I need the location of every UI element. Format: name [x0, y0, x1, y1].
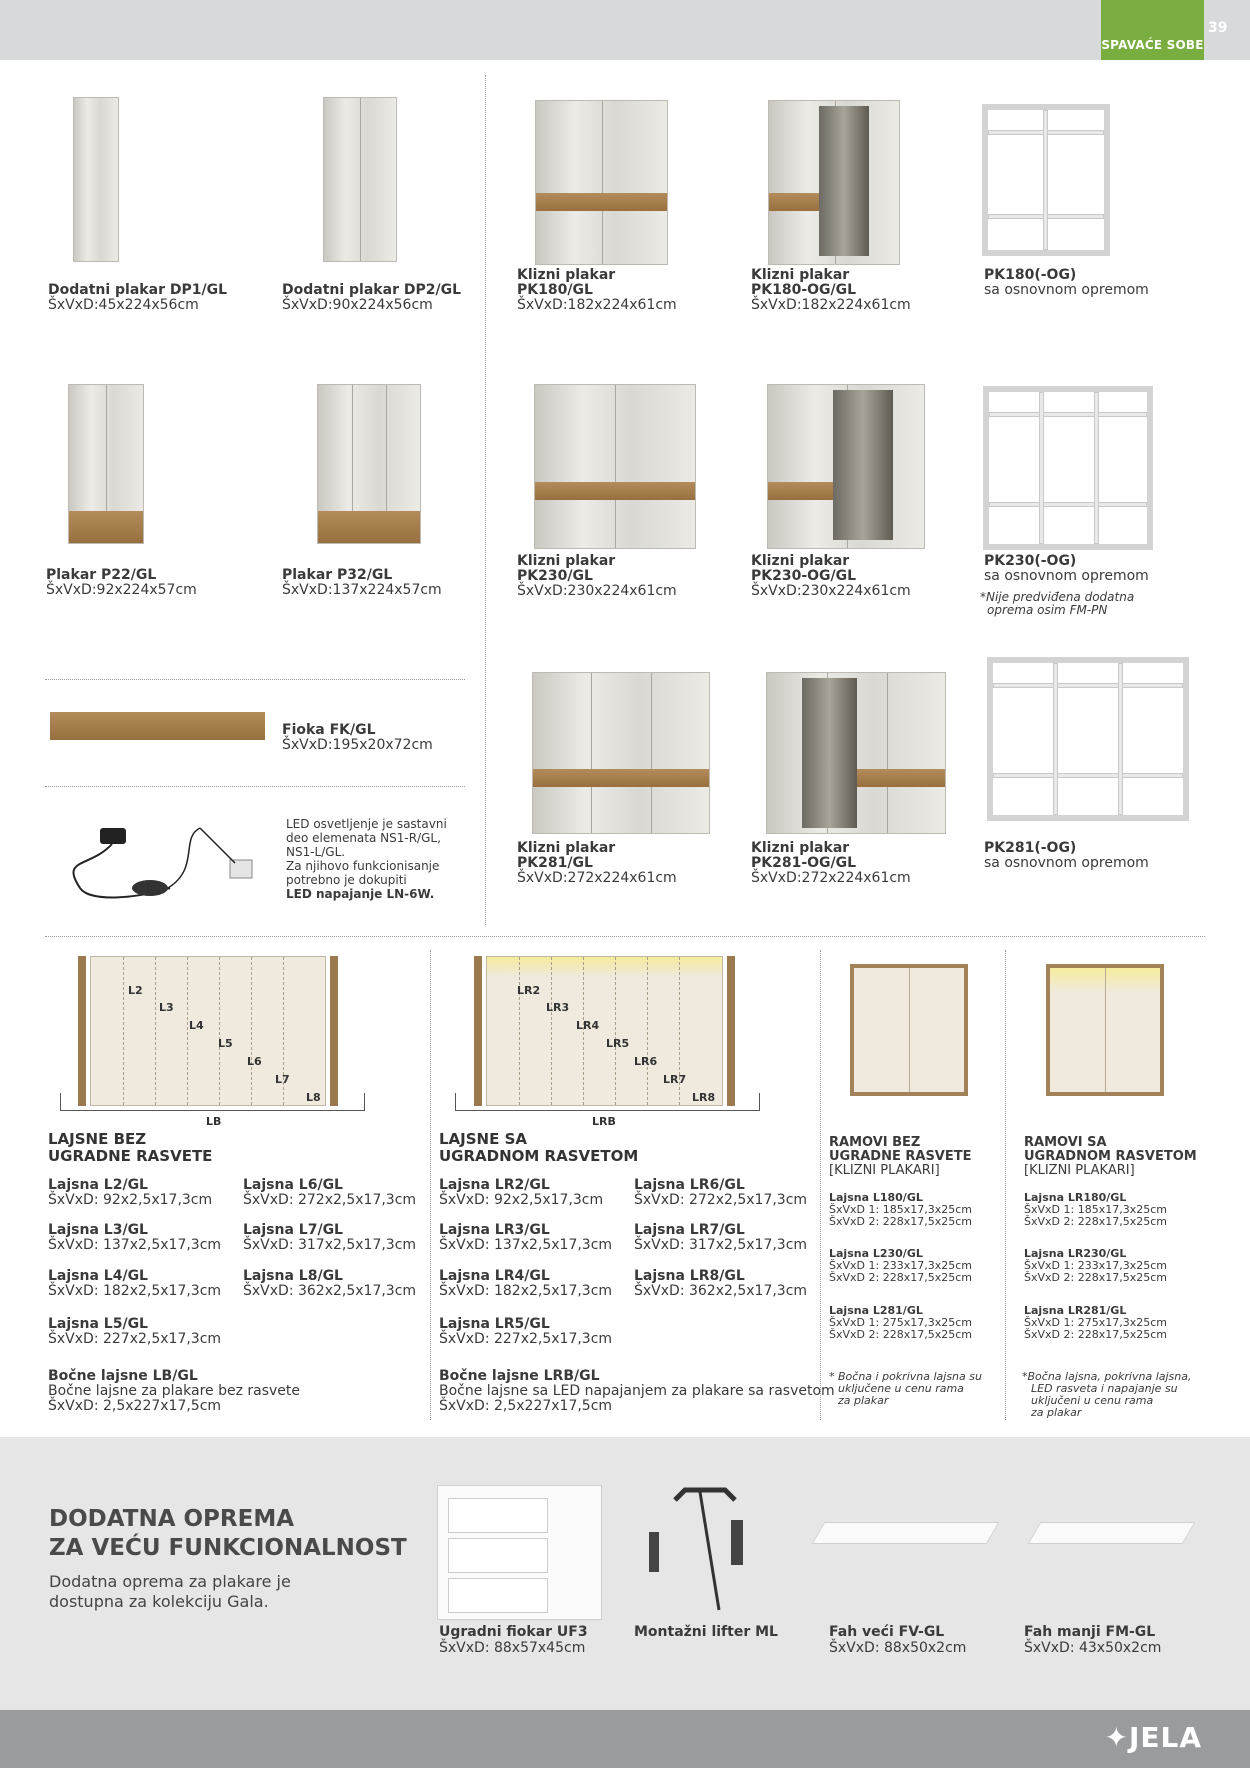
led-text: LED napajanje LN-6W. — [286, 887, 435, 901]
item-name: Lajsna L2/GL — [48, 1177, 148, 1193]
header-bar — [0, 0, 1250, 60]
side-panel — [330, 956, 338, 1106]
item-name: Lajsna L7/GL — [243, 1222, 343, 1238]
shelf-small-image — [1028, 1522, 1196, 1544]
accessories-text: Dodatna oprema za plakare je — [49, 1572, 291, 1591]
item-dims: ŠxVxD: 317x2,5x17,3cm — [634, 1237, 808, 1253]
section-heading: UGRADNE RASVETE — [48, 1147, 213, 1165]
drawer-unit-image — [437, 1485, 602, 1620]
item-name: Lajsna LR281/GL — [1024, 1304, 1127, 1317]
side-panel — [78, 956, 86, 1106]
product-code: PK180-OG/GL — [751, 282, 857, 298]
note: * Bočna i pokrivna lajsna su — [829, 1370, 982, 1383]
product-name: Dodatni plakar DP1/GL — [48, 282, 227, 298]
bracket-line — [455, 1093, 760, 1111]
item-dims: ŠxVxD 1: 233x17,3x25cm — [829, 1259, 972, 1272]
led-text: LED osvetljenje je sastavni — [286, 817, 447, 831]
item-dims: ŠxVxD: 362x2,5x17,3cm — [634, 1283, 808, 1299]
brand-logo: ✦JELA — [1104, 1721, 1202, 1754]
accessories-heading: DODATNA OPREMA — [49, 1506, 295, 1532]
item-dims: ŠxVxD: 43x50x2cm — [1024, 1640, 1162, 1656]
led-text: Za njihovo funkcionisanje — [286, 859, 440, 873]
wardrobe-dp2-image — [323, 97, 397, 262]
item-dims: ŠxVxD: 272x2,5x17,3cm — [243, 1192, 417, 1208]
product-name: PK230(-OG) — [984, 553, 1077, 569]
item-dims: ŠxVxD: 227x2,5x17,3cm — [48, 1331, 222, 1347]
led-text: NS1-L/GL. — [286, 845, 346, 859]
note: LED rasveta i napajanje su — [1031, 1382, 1178, 1395]
item-dims: ŠxVxD: 362x2,5x17,3cm — [243, 1283, 417, 1299]
item-name: Lajsna LR8/GL — [634, 1268, 745, 1284]
drawer-image — [50, 712, 265, 740]
product-note: *Nije predviđena dodatna — [980, 590, 1135, 604]
product-dims: ŠxVxD:45x224x56cm — [48, 297, 199, 313]
shelf-large-image — [812, 1522, 1000, 1544]
item-desc: Bočne lajsne sa LED napajanjem za plakare sa rasvetom — [439, 1383, 835, 1399]
led-text: potrebno je dokupiti — [286, 873, 407, 887]
item-dims: ŠxVxD: 272x2,5x17,3cm — [634, 1192, 808, 1208]
note: za plakar — [838, 1394, 889, 1407]
product-name: Klizni plakar — [517, 840, 616, 856]
item-name: Lajsna LR7/GL — [634, 1222, 745, 1238]
page-number: 39 — [1208, 20, 1228, 36]
strip-label: LR3 — [546, 1001, 570, 1014]
item-name: Lajsna LR5/GL — [439, 1316, 550, 1332]
brand-name: JELA — [1128, 1721, 1202, 1754]
frame-image — [850, 964, 968, 1096]
item-name: Lajsna L281/GL — [829, 1304, 923, 1317]
product-name: Klizni plakar — [751, 840, 850, 856]
strip-label: LR8 — [692, 1091, 716, 1104]
product-dims: ŠxVxD:230x224x61cm — [517, 583, 677, 599]
item-name: Lajsna L4/GL — [48, 1268, 148, 1284]
strip-label: LR4 — [576, 1019, 600, 1032]
strip-label: L2 — [128, 984, 143, 997]
wardrobe-p32-image — [317, 384, 421, 544]
bracket-line — [60, 1093, 365, 1111]
item-dims: ŠxVxD 2: 228x17,5x25cm — [1024, 1328, 1167, 1341]
divider — [820, 950, 821, 1420]
side-label: LRB — [592, 1115, 616, 1128]
product-desc: sa osnovnom opremom — [984, 568, 1149, 584]
item-name: Montažni lifter ML — [634, 1624, 778, 1640]
product-name: Plakar P22/GL — [46, 567, 157, 583]
item-name: Lajsna LR180/GL — [1024, 1191, 1127, 1204]
product-name: Klizni plakar — [517, 267, 616, 283]
strip-label: LR2 — [517, 984, 541, 997]
strip-label: L5 — [218, 1037, 233, 1050]
item-name: Fah veći FV-GL — [829, 1624, 945, 1640]
item-dims: ŠxVxD 1: 275x17,3x25cm — [1024, 1316, 1167, 1329]
product-dims: ŠxVxD:195x20x72cm — [282, 737, 433, 753]
strip-label: L4 — [189, 1019, 204, 1032]
product-name: Klizni plakar — [517, 553, 616, 569]
product-code: PK230-OG/GL — [751, 568, 857, 584]
item-name: Lajsna LR3/GL — [439, 1222, 550, 1238]
product-name: PK180(-OG) — [984, 267, 1077, 283]
item-name: Bočne lajsne LB/GL — [48, 1368, 198, 1384]
item-name: Lajsna LR6/GL — [634, 1177, 745, 1193]
section-heading: LAJSNE BEZ — [48, 1130, 147, 1148]
product-code: PK281-OG/GL — [751, 855, 857, 871]
product-desc: sa osnovnom opremom — [984, 855, 1149, 871]
interior-pk180-image — [982, 104, 1110, 256]
item-dims: ŠxVxD: 137x2,5x17,3cm — [439, 1237, 613, 1253]
product-dims: ŠxVxD:272x224x61cm — [517, 870, 677, 886]
wardrobe-pk230-image — [534, 384, 696, 549]
product-name: Plakar P32/GL — [282, 567, 393, 583]
item-dims: ŠxVxD: 182x2,5x17,3cm — [48, 1283, 222, 1299]
wardrobe-p22-image — [68, 384, 144, 544]
lifter-image — [645, 1480, 755, 1620]
strip-label: LR5 — [606, 1037, 630, 1050]
section-heading: RAMOVI SA — [1024, 1135, 1107, 1150]
product-dims: ŠxVxD:137x224x57cm — [282, 582, 442, 598]
product-name: Klizni plakar — [751, 267, 850, 283]
accessories-text: dostupna za kolekciju Gala. — [49, 1592, 269, 1611]
product-dims: ŠxVxD:182x224x61cm — [751, 297, 911, 313]
item-name: Lajsna L180/GL — [829, 1191, 923, 1204]
section-subheading: [KLIZNI PLAKARI] — [829, 1163, 940, 1178]
item-name: Lajsna L3/GL — [48, 1222, 148, 1238]
product-code: PK180/GL — [517, 282, 593, 298]
item-name: Lajsna L6/GL — [243, 1177, 343, 1193]
wardrobe-pk180-og-image — [768, 100, 900, 265]
item-dims: ŠxVxD 1: 275x17,3x25cm — [829, 1316, 972, 1329]
section-label: SPAVAĆE SOBE — [1101, 38, 1204, 52]
side-label: LB — [206, 1115, 222, 1128]
strip-label: L3 — [159, 1001, 174, 1014]
divider — [485, 75, 486, 925]
product-name: PK281(-OG) — [984, 840, 1077, 856]
item-dims: ŠxVxD 2: 228x17,5x25cm — [1024, 1215, 1167, 1228]
section-heading: UGRADNOM RASVETOM — [439, 1147, 639, 1165]
strip-label: L7 — [275, 1073, 290, 1086]
item-dims: ŠxVxD: 2,5x227x17,5cm — [439, 1398, 613, 1414]
section-subheading: [KLIZNI PLAKARI] — [1024, 1163, 1135, 1178]
strip-label: L8 — [306, 1091, 321, 1104]
item-dims: ŠxVxD: 2,5x227x17,5cm — [48, 1398, 222, 1414]
section-heading: RAMOVI BEZ — [829, 1135, 921, 1150]
divider — [1005, 950, 1006, 1420]
divider — [45, 786, 465, 787]
item-dims: ŠxVxD 2: 228x17,5x25cm — [1024, 1271, 1167, 1284]
interior-pk230-image — [983, 386, 1153, 550]
product-dims: ŠxVxD:182x224x61cm — [517, 297, 677, 313]
product-dims: ŠxVxD:230x224x61cm — [751, 583, 911, 599]
item-name: Lajsna L8/GL — [243, 1268, 343, 1284]
note: uključene u cenu rama — [838, 1382, 964, 1395]
item-dims: ŠxVxD 2: 228x17,5x25cm — [829, 1328, 972, 1341]
product-code: PK281/GL — [517, 855, 593, 871]
strip-diagram — [90, 956, 326, 1106]
product-dims: ŠxVxD:272x224x61cm — [751, 870, 911, 886]
item-dims: ŠxVxD: 88x57x45cm — [439, 1640, 586, 1656]
item-name: Bočne lajsne LRB/GL — [439, 1368, 600, 1384]
interior-pk281-image — [987, 657, 1189, 821]
section-tab — [1101, 0, 1204, 60]
strip-label: LR7 — [663, 1073, 687, 1086]
note: za plakar — [1031, 1406, 1082, 1419]
section-heading: LAJSNE SA — [439, 1130, 527, 1148]
divider — [45, 936, 1205, 937]
item-name: Ugradni fiokar UF3 — [439, 1624, 588, 1640]
item-dims: ŠxVxD: 92x2,5x17,3cm — [439, 1192, 604, 1208]
led-text: deo elemenata NS1-R/GL, — [286, 831, 441, 845]
wardrobe-pk281-image — [532, 672, 710, 834]
divider — [45, 679, 465, 680]
led-adapter-image — [50, 808, 270, 908]
item-dims: ŠxVxD 1: 233x17,3x25cm — [1024, 1259, 1167, 1272]
item-name: Lajsna L5/GL — [48, 1316, 148, 1332]
product-desc: sa osnovnom opremom — [984, 282, 1149, 298]
item-dims: ŠxVxD 1: 185x17,3x25cm — [1024, 1203, 1167, 1216]
product-dims: ŠxVxD:90x224x56cm — [282, 297, 433, 313]
side-panel — [727, 956, 735, 1106]
note: uključeni u cenu rama — [1031, 1394, 1154, 1407]
section-heading: UGRADNE RASVETE — [829, 1149, 972, 1164]
strip-label: L6 — [247, 1055, 262, 1068]
item-name: Lajsna LR4/GL — [439, 1268, 550, 1284]
item-name: Fah manji FM-GL — [1024, 1624, 1156, 1640]
product-code: PK230/GL — [517, 568, 593, 584]
item-dims: ŠxVxD 2: 228x17,5x25cm — [829, 1215, 972, 1228]
product-name: Dodatni plakar DP2/GL — [282, 282, 461, 298]
side-panel — [474, 956, 482, 1106]
product-dims: ŠxVxD:92x224x57cm — [46, 582, 197, 598]
strip-label: LR6 — [634, 1055, 658, 1068]
wardrobe-pk180-image — [535, 100, 668, 265]
item-dims: ŠxVxD 2: 228x17,5x25cm — [829, 1271, 972, 1284]
frame-image-lit — [1046, 964, 1164, 1096]
item-dims: ŠxVxD: 317x2,5x17,3cm — [243, 1237, 417, 1253]
wardrobe-dp1-image — [73, 97, 119, 262]
item-dims: ŠxVxD: 92x2,5x17,3cm — [48, 1192, 213, 1208]
item-name: Lajsna L230/GL — [829, 1247, 923, 1260]
item-name: Lajsna LR230/GL — [1024, 1247, 1127, 1260]
product-name: Fioka FK/GL — [282, 722, 376, 738]
item-dims: ŠxVxD: 182x2,5x17,3cm — [439, 1283, 613, 1299]
note: *Bočna lajsna, pokrivna lajsna, — [1022, 1370, 1192, 1383]
item-dims: ŠxVxD 1: 185x17,3x25cm — [829, 1203, 972, 1216]
footer-bar — [0, 1710, 1250, 1768]
wardrobe-pk281-og-image — [766, 672, 946, 834]
product-note: oprema osim FM-PN — [987, 603, 1108, 617]
accessories-heading: ZA VEĆU FUNKCIONALNOST — [49, 1535, 407, 1561]
item-dims: ŠxVxD: 137x2,5x17,3cm — [48, 1237, 222, 1253]
strip-diagram — [486, 956, 723, 1106]
wardrobe-pk230-og-image — [767, 384, 925, 549]
item-dims: ŠxVxD: 88x50x2cm — [829, 1640, 967, 1656]
item-dims: ŠxVxD: 227x2,5x17,3cm — [439, 1331, 613, 1347]
product-name: Klizni plakar — [751, 553, 850, 569]
section-heading: UGRADNOM RASVETOM — [1024, 1149, 1197, 1164]
divider — [430, 950, 431, 1420]
item-name: Lajsna LR2/GL — [439, 1177, 550, 1193]
item-desc: Bočne lajsne za plakare bez rasvete — [48, 1383, 301, 1399]
